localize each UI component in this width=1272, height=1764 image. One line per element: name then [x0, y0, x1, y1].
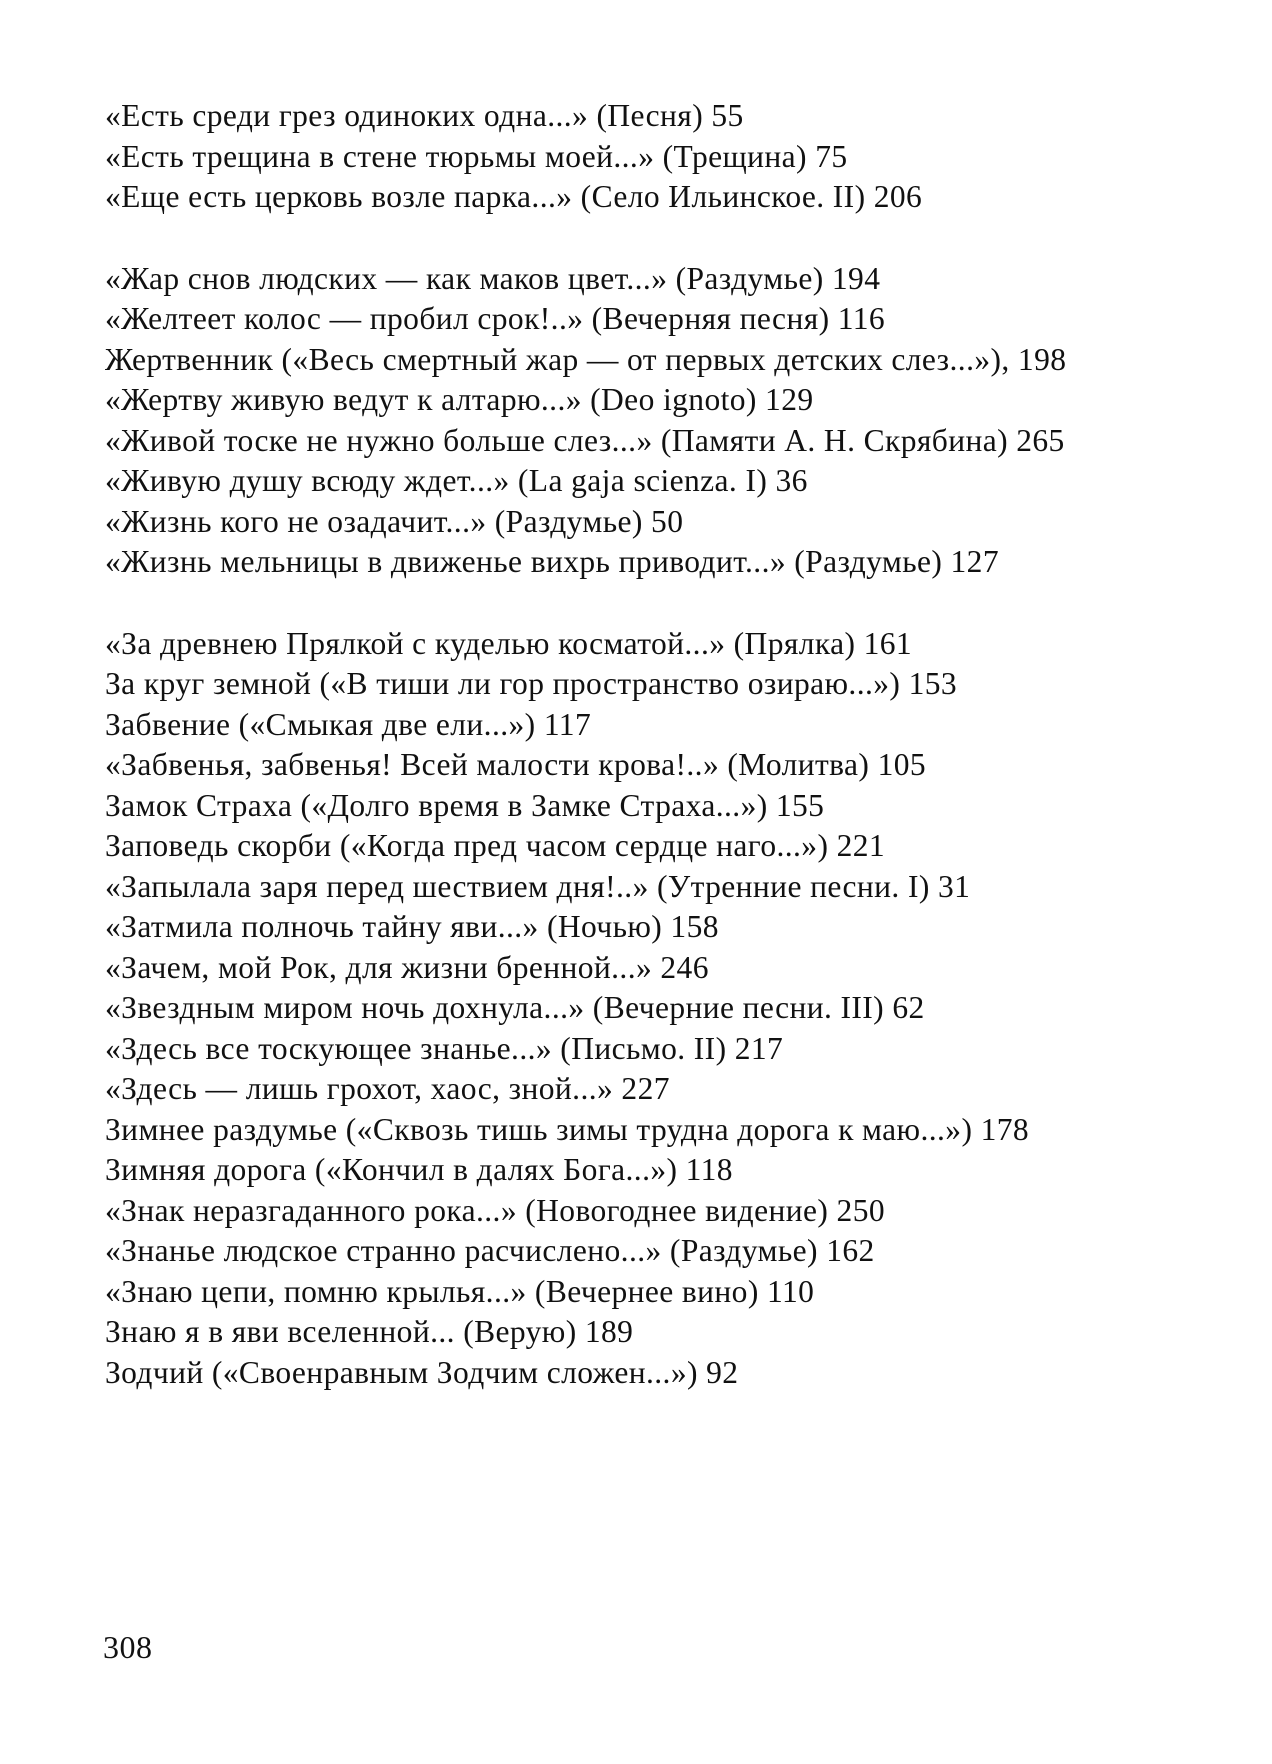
index-entry: «За древнею Прялкой с куделью косматой...» (Прялка) 161 [105, 625, 913, 661]
index-entry: «Звездным миром ночь дохнула...» (Вечерние песни. III) 62 [105, 990, 925, 1025]
index-entry: Забвение («Смыкая две ели...») 117 [105, 706, 592, 742]
index-entry: За круг земной («В тиши ли гор пространство озираю...») 153 [105, 666, 958, 701]
index-entry: «Знаю цепи, помню крылья...» (Вечернее вино) 110 [105, 1273, 815, 1309]
index-entry: «Запылала заря перед шествием дня!..» (Утренние песни. I) 31 [105, 868, 971, 904]
index-entry: «Жизнь кого не озадачит...» (Раздумье) 50 [105, 503, 684, 539]
index-entry: «Еще есть церковь возле парка...» (Село Ильинское. II) 206 [105, 179, 923, 214]
index-entry: «Жертву живую ведут к алтарю...» (Deo ignoto) 129 [105, 382, 814, 417]
index-entry: Жертвенник («Весь смертный жар — от первых детских слез...»), 198 [105, 341, 1067, 377]
index-entry: «Знанье людское странно расчислено...» (Раздумье) 162 [105, 1233, 875, 1268]
index-entry: Зодчий («Своенравным Зодчим сложен...») 92 [105, 1354, 739, 1390]
index-entry: Зимняя дорога («Кончил в далях Бога...») 118 [105, 1152, 733, 1187]
index-entry: «Есть трещина в стене тюрьмы моей...» (Трещина) 75 [105, 138, 848, 174]
index-entry: Заповедь скорби («Когда пред часом сердце наго...») 221 [105, 828, 886, 863]
index-entry: «Есть среди грез одиноких одна...» (Песня) 55 [105, 98, 744, 133]
index-entry: «Живой тоске не нужно больше слез...» (Памяти А. Н. Скрябина) 265 [105, 422, 1065, 458]
index-entry: «Жар снов людских — как маков цвет...» (Раздумье) 194 [105, 260, 881, 296]
index-group-zh [105, 259, 1170, 583]
index-entry: «Забвенья, забвенья! Всей малости крова!..» (Молитва) 105 [105, 747, 927, 782]
index-entry: «Живую душу всюду ждет...» (La gaja scienza. I) 36 [105, 463, 808, 498]
index-entry: «Жизнь мельницы в движенье вихрь приводит...» (Раздумье) 127 [105, 544, 999, 579]
index-entry: Замок Страха («Долго время в Замке Страха...») 155 [105, 787, 825, 823]
index-entry: «Затмила полночь тайну яви...» (Ночью) 158 [105, 909, 719, 944]
index-group-z [105, 624, 1170, 1394]
index-entry: «Знак неразгаданного рока...» (Новогоднее видение) 250 [105, 1192, 885, 1228]
page-number: 308 [103, 1629, 153, 1665]
index-entry: «Зачем, мой Рок, для жизни бренной...» 246 [105, 949, 709, 985]
index-entry: «Желтеет колос — пробил срок!..» (Вечерняя песня) 116 [105, 301, 886, 336]
index-group-e [105, 96, 1170, 218]
index-entry: Зимнее раздумье («Сквозь тишь зимы трудна дорога к маю...») 178 [105, 1111, 1030, 1147]
index-entry: «Здесь — лишь грохот, хаос, зной...» 227 [105, 1071, 670, 1106]
index-entry: «Здесь все тоскующее знанье...» (Письмо. II) 217 [105, 1030, 784, 1066]
index-list [105, 96, 1170, 1393]
index-entry: Знаю я в яви вселенной... (Верую) 189 [105, 1314, 634, 1349]
